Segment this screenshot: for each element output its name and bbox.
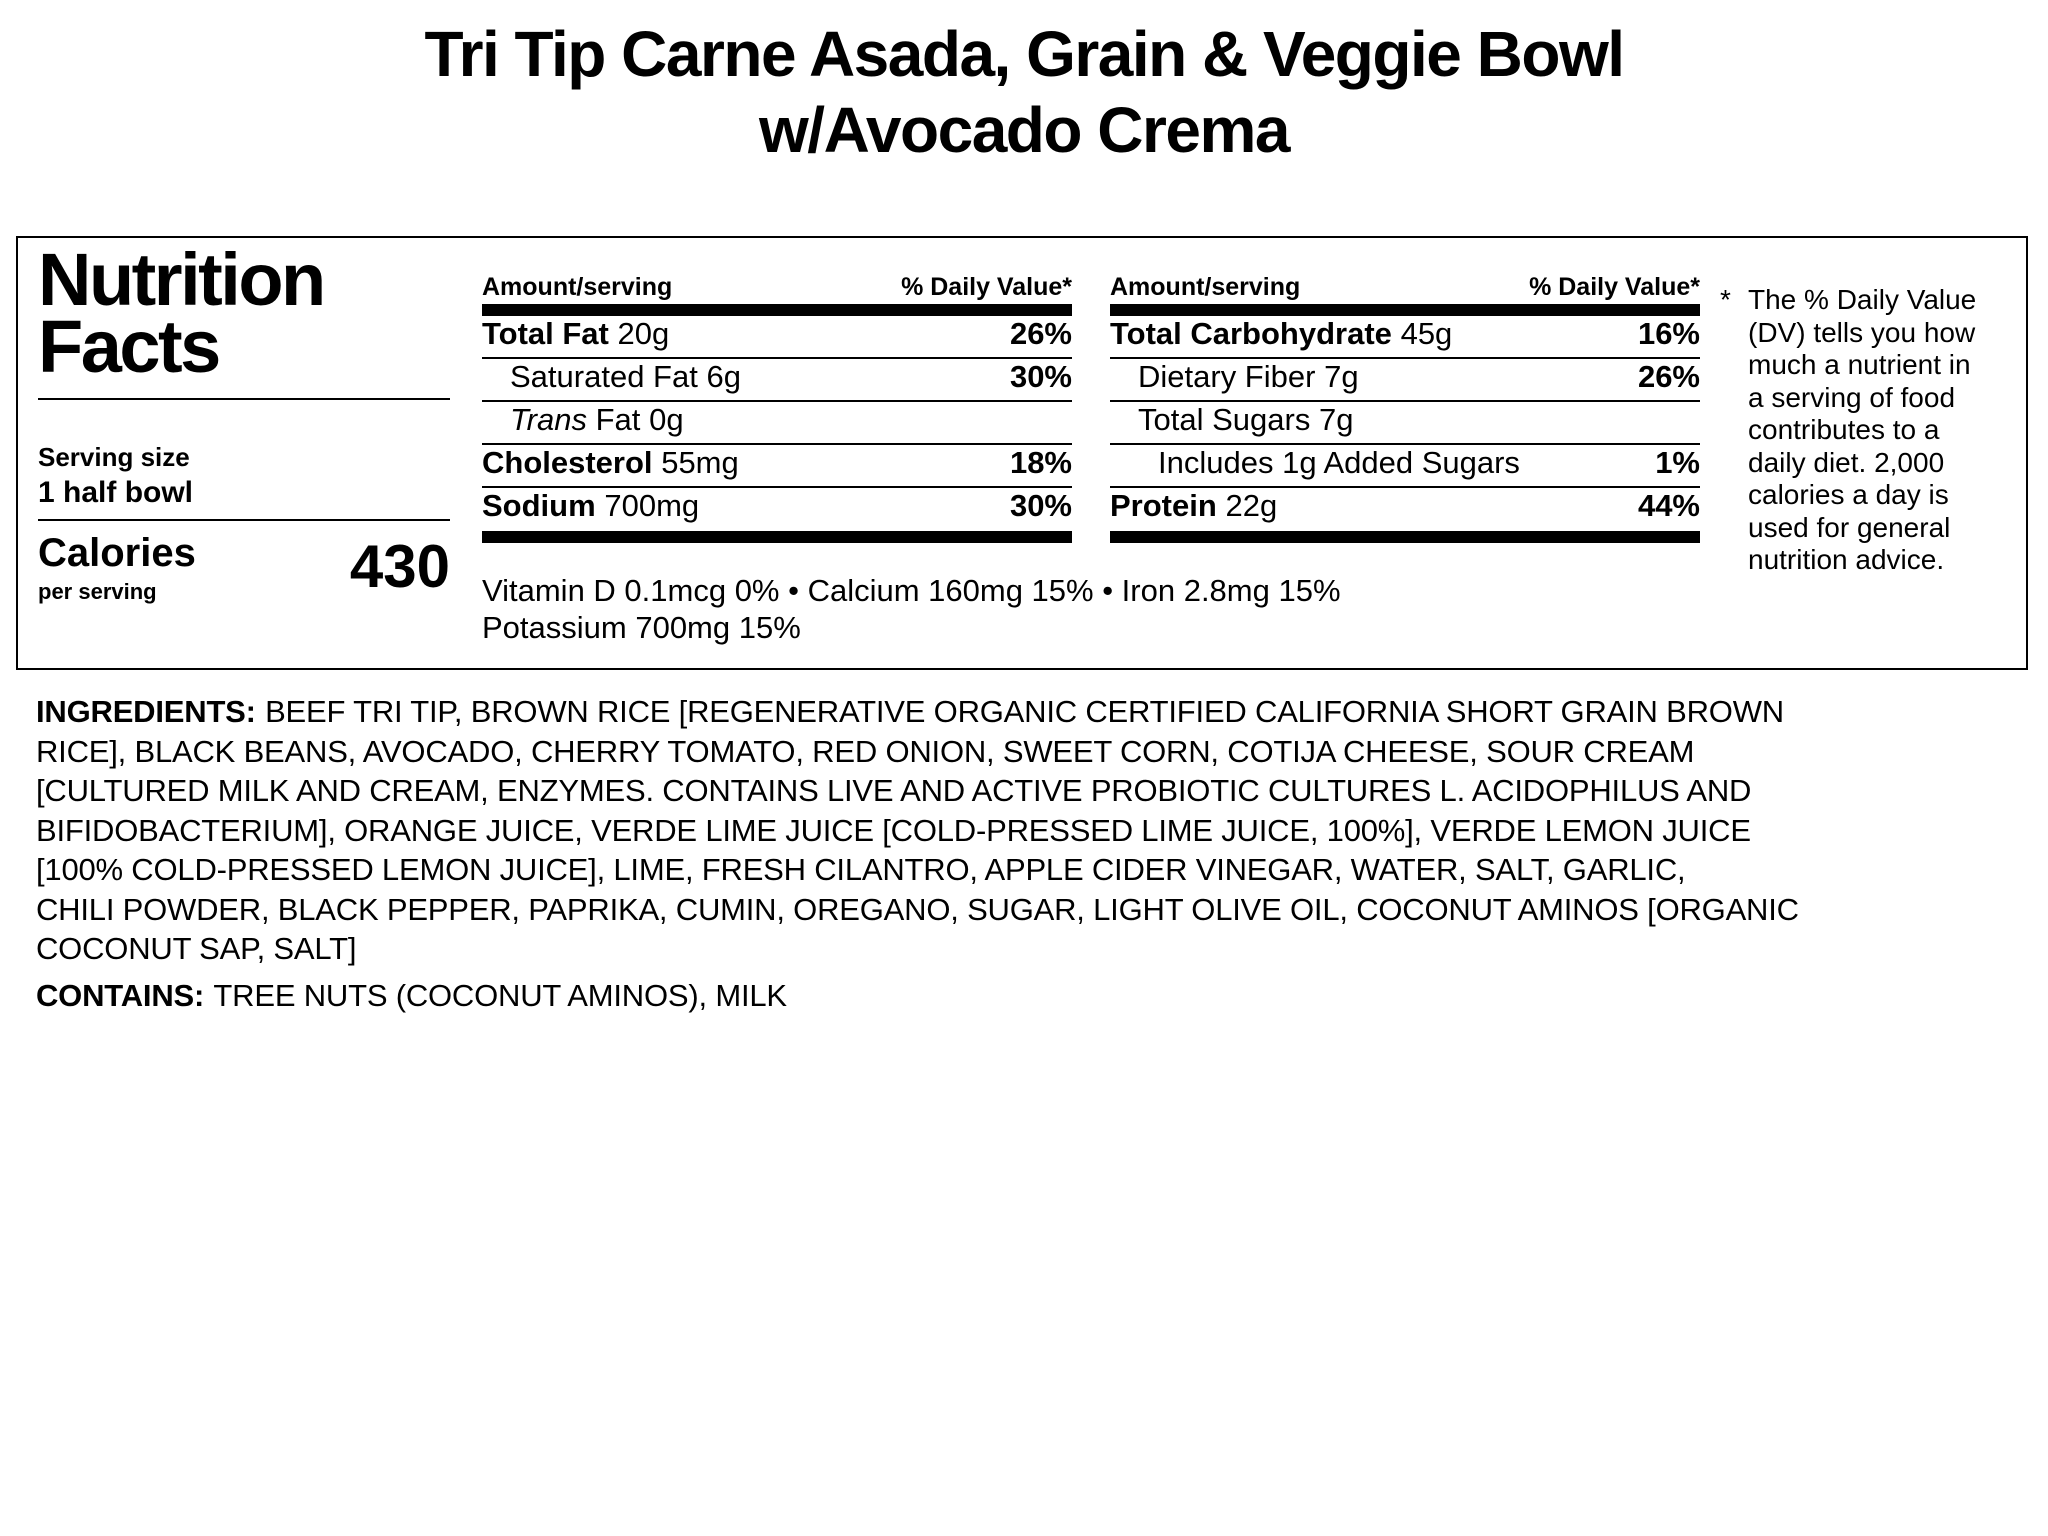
serving-size-value: 1 half bowl: [38, 476, 194, 509]
nutrient-row-sodium: [482, 488, 1072, 529]
nutrient-dv: 18%: [1009, 445, 1072, 480]
nutrient-amount: 22g: [1225, 488, 1278, 523]
nutrient-amount: 7g: [1319, 402, 1354, 437]
nutrient-name: Cholesterol: [482, 445, 653, 480]
thick-bar: [1110, 531, 1700, 543]
nutrient-dv: 26%: [1637, 359, 1700, 394]
thick-bar: [482, 304, 1072, 316]
allergen-statement: [36, 978, 787, 1014]
amount-per-serving-header: Amount/serving: [1110, 273, 1301, 301]
nutrient-name: Sodium: [482, 488, 596, 523]
footnote-line: nutrition advice.: [1748, 544, 1945, 575]
ingredients-line: [100% COLD-PRESSED LEMON JUICE], LIME, FRESH CILANTRO, APPLE CIDER VINEGAR, WATER, SALT, GARLIC,: [36, 852, 1686, 887]
ingredients-line: COCONUT SAP, SALT]: [36, 931, 357, 966]
nutrient-amount: 55mg: [661, 445, 739, 480]
product-title: [0, 16, 2048, 168]
ingredients-label: INGREDIENTS:: [36, 694, 256, 729]
nutrition-facts-panel: [16, 236, 2028, 670]
nutrient-name: Saturated Fat: [510, 359, 698, 394]
daily-value-footnote: [1720, 284, 2030, 577]
nutrient-dv: 16%: [1637, 316, 1700, 351]
ingredients-line: BIFIDOBACTERIUM], ORANGE JUICE, VERDE LIME JUICE [COLD-PRESSED LIME JUICE, 100%], VERDE LEMON JUICE: [36, 812, 1751, 848]
footnote-line: a serving of food: [1748, 381, 1956, 413]
product-title-line2: w/Avocado Crema: [759, 94, 1289, 166]
nutrient-row-added-sugars: [1110, 445, 1700, 488]
ingredients-line: [CULTURED MILK AND CREAM, ENZYMES. CONTAINS LIVE AND ACTIVE PROBIOTIC CULTURES L. ACIDOPHILUS AND: [36, 773, 1752, 808]
micronutrients-line2: Potassium 700mg 15%: [482, 610, 801, 645]
calories-value: 430: [349, 533, 450, 600]
divider: [38, 519, 450, 521]
footnote-line: much a nutrient in: [1748, 349, 1971, 380]
footnote-asterisk: *: [1720, 284, 1731, 315]
nutrient-name: Fat: [595, 402, 641, 437]
amount-per-serving-header: Amount/serving: [482, 273, 673, 301]
footnote-line: daily diet. 2,000: [1748, 446, 1945, 478]
column-header: [1110, 266, 1700, 302]
column-header: [482, 266, 1072, 302]
thick-bar: [482, 531, 1072, 543]
nutrient-row-total-carbohydrate: [1110, 316, 1700, 359]
ingredients-paragraph: [36, 692, 1799, 969]
serving-size-label: Serving size: [38, 442, 190, 472]
nutrient-row-dietary-fiber: [1110, 359, 1700, 402]
footnote-line: (DV) tells you how: [1748, 316, 1976, 348]
nutrient-row-trans-fat: [482, 402, 1072, 445]
divider: [38, 398, 450, 400]
nutrient-name: Protein: [1110, 488, 1217, 523]
micronutrients-line1: Vitamin D 0.1mcg 0% • Calcium 160mg 15% • Iron 2.8mg 15%: [482, 573, 1341, 608]
footnote-line: The % Daily Value: [1748, 284, 1977, 315]
nutrient-dv: 1%: [1655, 445, 1700, 480]
ingredients-line: RICE], BLACK BEANS, AVOCADO, CHERRY TOMATO, RED ONION, SWEET CORN, COTIJA CHEESE, SOUR CREAM: [36, 733, 1695, 769]
nutrient-amount: 7g: [1324, 359, 1359, 394]
contains-label: CONTAINS:: [36, 978, 205, 1013]
nutrient-row-protein: [1110, 488, 1700, 529]
daily-value-header: % Daily Value*: [1529, 273, 1700, 301]
nutrition-facts-heading: Nutrition Facts: [38, 238, 324, 388]
nutrient-name: Includes 1g Added Sugars: [1158, 445, 1520, 480]
nutrient-dv: 44%: [1637, 488, 1700, 523]
nutrient-name-italic: Trans: [510, 402, 587, 437]
nutrient-row-total-fat: [482, 316, 1072, 359]
nutrient-amount: 45g: [1400, 316, 1453, 351]
calories-unit: per serving: [38, 579, 157, 604]
nutrient-dv: 30%: [1009, 488, 1072, 523]
nutrient-column-1: [482, 266, 1072, 543]
nutrient-row-total-sugars: [1110, 402, 1700, 445]
ingredients-line: CHILI POWDER, BLACK PEPPER, PAPRIKA, CUMIN, OREGANO, SUGAR, LIGHT OLIVE OIL, COCONUT AMINOS [ORGANIC: [36, 891, 1799, 927]
nutrient-amount: 20g: [617, 316, 670, 351]
daily-value-header: % Daily Value*: [901, 273, 1072, 301]
product-title-line1: Tri Tip Carne Asada, Grain & Veggie Bowl: [424, 18, 1624, 90]
nutrient-column-2: [1110, 266, 1700, 543]
nutrient-name: Total Fat: [482, 316, 609, 351]
ingredients-line: INGREDIENTS: BEEF TRI TIP, BROWN RICE [REGENERATIVE ORGANIC CERTIFIED CALIFORNIA SHORT GRAIN BROWN: [36, 694, 1784, 729]
micronutrients: [482, 572, 1712, 646]
nutrient-name: Dietary Fiber: [1138, 359, 1316, 394]
nutrient-amount: 6g: [706, 359, 741, 394]
nutrient-name: Total Carbohydrate: [1110, 316, 1392, 351]
nutrient-amount: 700mg: [604, 488, 700, 523]
nutrient-dv: 30%: [1009, 359, 1072, 394]
footnote-line: calories a day is: [1748, 479, 1949, 510]
footnote-line: contributes to a: [1748, 414, 1940, 445]
nutrient-dv: 26%: [1009, 316, 1072, 351]
nutrient-row-saturated-fat: [482, 359, 1072, 402]
nutrient-row-cholesterol: [482, 445, 1072, 488]
contains-text: TREE NUTS (COCONUT AMINOS), MILK: [213, 978, 787, 1013]
footnote-line: used for general: [1748, 511, 1951, 543]
nutrient-name: Total Sugars: [1138, 402, 1311, 437]
footnote-text: [1748, 284, 2030, 577]
nutrient-amount: 0g: [649, 402, 684, 437]
thick-bar: [1110, 304, 1700, 316]
calories-label: Calories: [38, 531, 196, 575]
